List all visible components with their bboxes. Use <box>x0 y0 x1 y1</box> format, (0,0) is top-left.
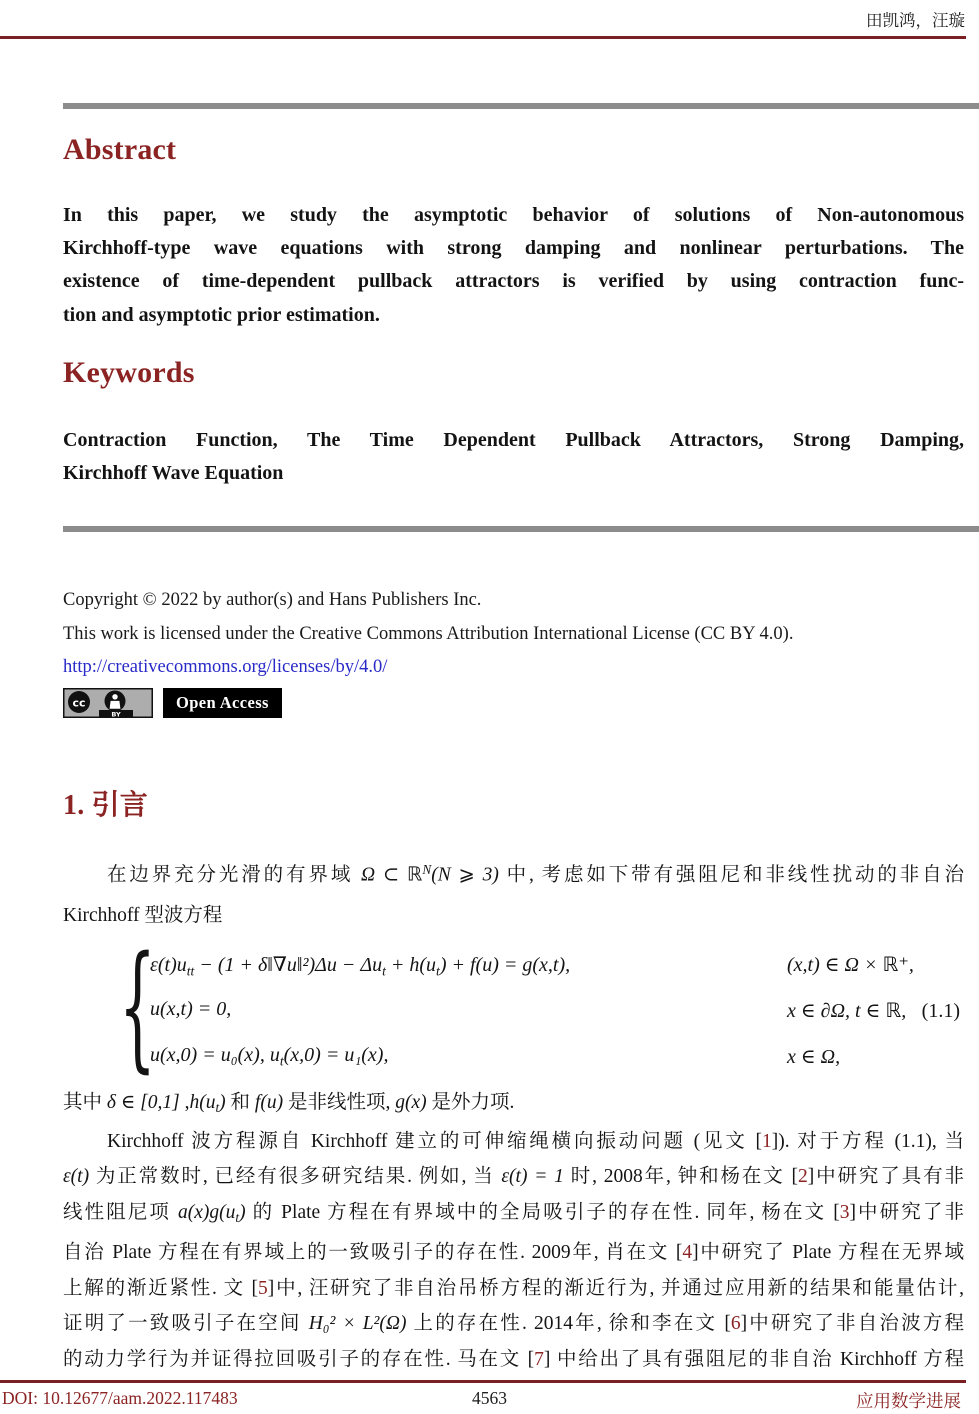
abstract-title: Abstract <box>63 133 177 166</box>
footer <box>2 1388 977 1414</box>
math-text: t <box>215 1100 220 1116</box>
math-text: δ ∈ [0,1] <box>106 1092 180 1113</box>
copyright-line: Copyright © 2022 by author(s) and Hans Publishers Inc. <box>63 590 482 610</box>
section-title: 1. 引言 <box>63 790 149 821</box>
math-text: h(u <box>189 1092 216 1113</box>
equation-condition <box>787 998 906 1023</box>
text-run: 的动力学行为并证得拉回吸引子的存在性. 马在文 [ <box>63 1348 535 1370</box>
reference-link[interactable]: 1 <box>761 1131 772 1152</box>
reference-link[interactable]: 4 <box>682 1242 693 1264</box>
paragraph-line <box>63 850 964 896</box>
text-run: 证明了一致吸引子在空间 <box>63 1313 309 1335</box>
math-text: g(x) <box>395 1092 427 1113</box>
math-text: x ∈ ∂Ω, t ∈ ℝ, <box>787 1000 907 1022</box>
text-run: ]中研究了具有非 <box>807 1166 964 1188</box>
open-access-badge: Open Access <box>163 688 282 718</box>
text-run: 时, 2008年, 钟和杨在文 [ <box>563 1166 798 1188</box>
math-text: (x,t) ∈ Ω × ℝ⁺, <box>787 954 914 976</box>
text-run: ]中研究了非自治波方程 <box>740 1313 964 1335</box>
paragraph-line <box>63 1342 964 1377</box>
license-badges <box>63 688 282 718</box>
math-text: (x,0) = u₁(x), <box>283 1044 389 1066</box>
equation-lhs <box>150 998 231 1020</box>
equation-line <box>150 1044 964 1070</box>
header-authors: 田凯鸿，汪璇 <box>866 11 965 30</box>
paragraph-line <box>63 1306 964 1341</box>
equation-line <box>150 998 964 1024</box>
text-run: ]中, 汪研究了非自治吊桥方程的渐近行为, 并通过应用新的结果和能量估计, <box>267 1277 965 1299</box>
literature-review-paragraph <box>63 1124 964 1377</box>
reference-link[interactable]: 2 <box>797 1166 808 1188</box>
math-text: t <box>279 1053 284 1069</box>
math-text: ε(t) <box>63 1166 90 1188</box>
equation-note-line <box>63 1086 964 1116</box>
text-run: Kirchhoff 型波方程 <box>63 904 223 926</box>
text-run: 线性阻尼项 <box>63 1201 179 1223</box>
math-text: − (1 + δ‖∇u‖²)Δu − Δu <box>194 954 383 976</box>
svg-text:cc: cc <box>72 696 86 710</box>
license-statement-line: This work is licensed under the Creative Commons Attribution International License (CC BY 4.0). <box>63 623 794 644</box>
reference-link[interactable]: 3 <box>839 1201 850 1223</box>
math-text: t <box>436 963 440 979</box>
paragraph-line <box>63 1235 964 1270</box>
keywords-body <box>63 424 964 490</box>
cc-by-badge-icon <box>63 688 153 718</box>
text-run: ]中研究了 Plate 方程在无界域 <box>692 1242 964 1264</box>
abstract-line: tion and asymptotic prior estimation. <box>63 303 380 326</box>
text-run: 上的存在性. 2014年, 徐和李在文 [ <box>406 1313 731 1335</box>
footer-doi: DOI: 10.12677/aam.2022.117483 <box>2 1388 238 1408</box>
footer-rule <box>0 1380 966 1383</box>
text-run: 的 Plate 方程在有界域中的全局吸引子的存在性. 同年, 杨在文 [ <box>245 1201 840 1223</box>
text-run: 在边界充分光滑的有界域 <box>107 864 361 886</box>
header-rule <box>0 36 966 39</box>
math-text: ε(t) = 1 <box>501 1166 564 1188</box>
equation-condition <box>787 952 914 977</box>
reference-link[interactable]: 5 <box>258 1277 268 1299</box>
paragraph-line <box>63 896 964 936</box>
math-text: x ∈ Ω, <box>787 1046 841 1068</box>
reference-link[interactable]: 6 <box>730 1313 741 1335</box>
equation-condition <box>787 1044 840 1069</box>
footer-journal-name: 应用数学进展 <box>856 1391 961 1411</box>
math-text: ) <box>239 1201 246 1223</box>
text-run: Kirchhoff 波方程源自 Kirchhoff 建立的可伸缩绳横向振动问题 (见文 [ <box>107 1131 762 1152</box>
math-text: N <box>422 862 432 877</box>
paragraph-line <box>63 1124 964 1159</box>
math-text: H₀² × L²(Ω) <box>308 1313 407 1335</box>
svg-text:BY: BY <box>111 710 121 718</box>
text-run: ] 中给出了具有强阻尼的非自治 Kirchhoff 方程 <box>543 1348 964 1370</box>
paragraph-line <box>63 1271 964 1306</box>
math-text: t <box>235 1210 240 1226</box>
section-divider-bar-top <box>63 103 979 109</box>
equation-number: (1.1) <box>921 1000 960 1022</box>
text-run: 为正常数时, 已经有很多研究结果. 例如, 当 <box>89 1166 502 1188</box>
text-run: 是非线性项, <box>283 1092 396 1113</box>
text-run: 中, 考虑如下带有强阻尼和非线性扰动的非自治 <box>498 864 964 886</box>
paragraph-line <box>63 1159 964 1194</box>
math-text: ε(t)u <box>150 954 187 976</box>
abstract-line: Kirchhoff-type wave equations with strong damping and nonlinear perturbations. The <box>63 237 964 260</box>
math-text: tt <box>186 963 195 979</box>
math-text: u(x,t) = 0, <box>150 998 232 1020</box>
equation-line <box>150 952 964 978</box>
text-run: ]). 对于方程 (1.1), 当 <box>771 1131 964 1152</box>
math-text: f(u) <box>254 1092 284 1113</box>
keywords-line: Kirchhoff Wave Equation <box>63 462 284 485</box>
math-text: t <box>382 963 386 979</box>
paragraph-line <box>63 1195 964 1236</box>
text-run: 和 <box>225 1092 255 1113</box>
equation-brace: { <box>119 926 156 1087</box>
equation-lhs <box>150 1044 389 1069</box>
abstract-line: existence of time-dependent pullback attractors is verified by using contraction func- <box>63 270 964 293</box>
math-text: (N ⩾ 3) <box>431 864 499 886</box>
keywords-line: Contraction Function, The Time Dependent Pullback Attractors, Strong Damping, <box>63 429 964 451</box>
license-url-link[interactable]: http://creativecommons.org/licenses/by/4.0/ <box>63 657 388 678</box>
equation-block <box>63 926 964 1087</box>
math-text: ) <box>219 1092 226 1113</box>
math-text: Ω ⊂ ℝ <box>360 864 423 886</box>
section-divider-bar-bottom <box>63 526 979 532</box>
text-run: 上解的渐近紧性. 文 [ <box>63 1277 259 1299</box>
math-text: ) + f(u) = g(x,t), <box>439 954 571 976</box>
text-run: 自治 Plate 方程在有界域上的一致吸引子的存在性. 2009年, 肖在文 [ <box>63 1242 683 1264</box>
abstract-line: In this paper, we study the asymptotic behavior of solutions of Non-autonomous <box>63 204 964 226</box>
abstract-body <box>63 199 964 332</box>
equation-lhs <box>150 954 571 979</box>
text-run: 其中 <box>63 1092 107 1113</box>
text-run: ]中研究了非 <box>849 1201 964 1223</box>
footer-page-number: 4563 <box>472 1388 507 1408</box>
math-text: a(x)g(u <box>178 1201 236 1223</box>
keywords-title: Keywords <box>63 356 195 389</box>
intro-paragraph <box>63 850 964 936</box>
reference-link[interactable]: 7 <box>534 1348 544 1370</box>
text-run: , <box>179 1092 190 1113</box>
math-text: u(x,0) = u₀(x), u <box>150 1044 280 1066</box>
math-text: + h(u <box>385 954 437 976</box>
license-block <box>63 584 964 685</box>
text-run: 是外力项. <box>426 1092 515 1113</box>
